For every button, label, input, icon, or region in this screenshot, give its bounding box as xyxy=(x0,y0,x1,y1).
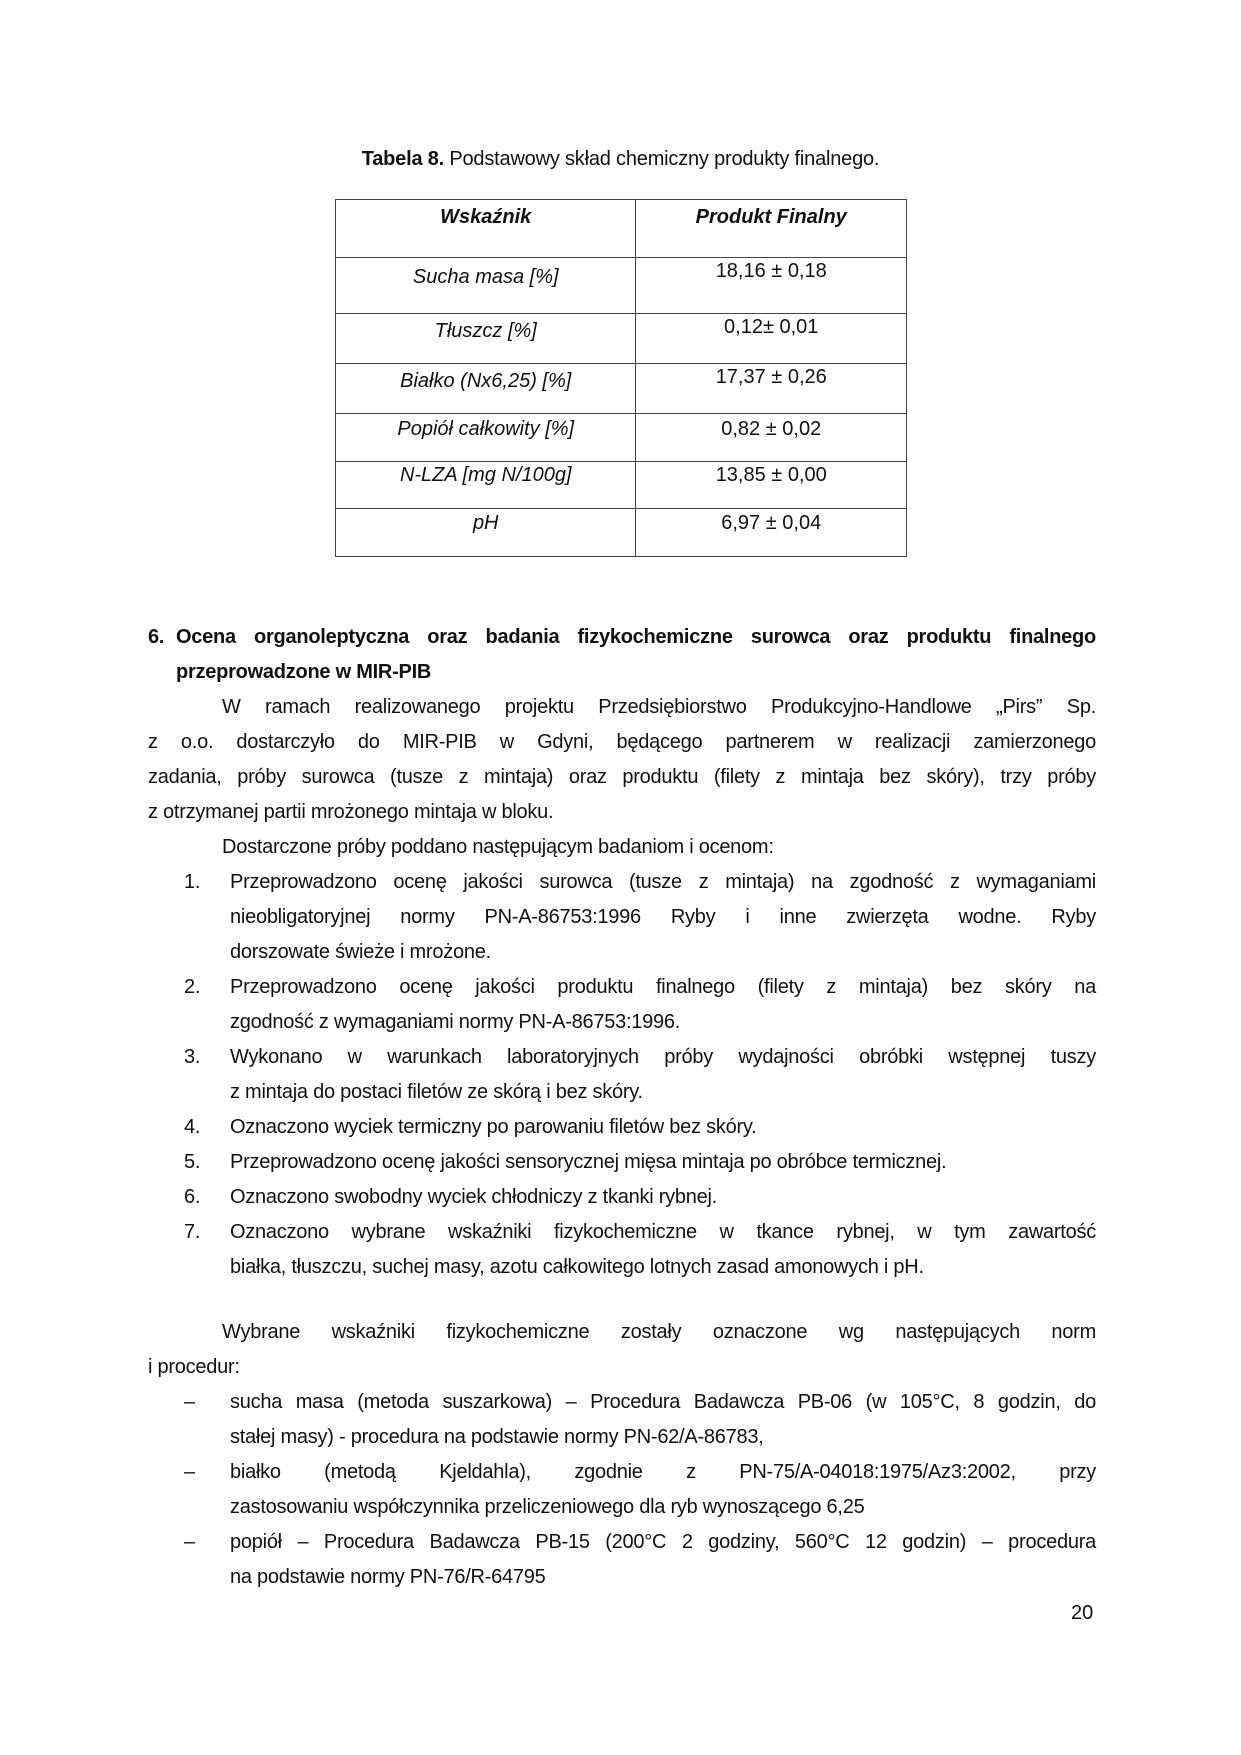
list-number: 5. xyxy=(184,1151,201,1173)
list-line: sucha masa (metoda suszarkowa) – Procedura Badawcza PB-06 (w 105°C, 8 godzin, do xyxy=(230,1391,1096,1413)
section-heading xyxy=(148,620,1096,690)
list-number: 3. xyxy=(184,1046,201,1068)
composition-table xyxy=(335,199,907,557)
list-line: Wykonano w warunkach laboratoryjnych próby wydajności obróbki wstępnej tuszy xyxy=(230,1046,1096,1068)
list-item xyxy=(148,1455,1096,1525)
list-line: zgodność z wymaganiami normy PN-A-86753:1996. xyxy=(230,1011,681,1033)
cell-indicator: Sucha masa [%] xyxy=(336,258,636,314)
header-indicator: Wskaźnik xyxy=(336,200,636,258)
section-body xyxy=(148,620,1096,1595)
cell-value: 17,37 ± 0,26 xyxy=(636,364,907,414)
list-line: białka, tłuszczu, suchej masy, azotu całkowitego lotnych zasad amonowych i pH. xyxy=(230,1256,924,1278)
cell-indicator: Tłuszcz [%] xyxy=(336,314,636,364)
table-caption-label: Tabela 8. xyxy=(361,148,445,170)
list-line: z mintaja do postaci filetów ze skórą i bez skóry. xyxy=(230,1081,643,1103)
section-number: 6. xyxy=(148,626,165,648)
dash-bullet-icon: – xyxy=(184,1461,195,1483)
list-line: nieobligatoryjnej normy PN-A-86753:1996 Ryby i inne zwierzęta wodne. Ryby xyxy=(230,906,1096,928)
list-line: Oznaczono swobodny wyciek chłodniczy z tkanki rybnej. xyxy=(230,1186,717,1208)
list-line: stałej masy) - procedura na podstawie normy PN-62/A-86783, xyxy=(230,1426,764,1448)
list-item xyxy=(148,1110,1096,1145)
table-row xyxy=(336,509,907,557)
para3-line: Wybrane wskaźniki fizykochemiczne zostały oznaczone wg następujących norm xyxy=(222,1321,1096,1343)
list-line: popiół – Procedura Badawcza PB-15 (200°C 2 godziny, 560°C 12 godzin) – procedura xyxy=(230,1531,1096,1553)
list-line: Przeprowadzono ocenę jakości sensorycznej mięsa mintaja po obróbce termicznej. xyxy=(230,1151,947,1173)
list-item xyxy=(148,865,1096,970)
list-item xyxy=(148,1180,1096,1215)
list-item xyxy=(148,970,1096,1040)
cell-value: 6,97 ± 0,04 xyxy=(636,509,907,557)
list-number: 2. xyxy=(184,976,201,998)
table-row xyxy=(336,364,907,414)
list-line: białko (metodą Kjeldahla), zgodnie z PN-75/A-04018:1975/Az3:2002, przy xyxy=(230,1461,1096,1483)
para1-line: W ramach realizowanego projektu Przedsiębiorstwo Produkcyjno-Handlowe „Pirs” Sp. xyxy=(222,696,1096,718)
list-number: 1. xyxy=(184,871,201,893)
list-line: Przeprowadzono ocenę jakości surowca (tusze z mintaja) na zgodność z wymaganiami xyxy=(230,871,1096,893)
section-title-line1: Ocena organoleptyczna oraz badania fizykochemiczne surowca oraz produktu finalnego xyxy=(176,626,1096,648)
table-header-row xyxy=(336,200,907,258)
cell-value: 18,16 ± 0,18 xyxy=(636,258,907,314)
para3-line: i procedur: xyxy=(148,1356,240,1378)
list-line: Oznaczono wyciek termiczny po parowaniu filetów bez skóry. xyxy=(230,1116,757,1138)
para1-line: z o.o. dostarczyło do MIR-PIB w Gdyni, będącego partnerem w realizacji zamierzonego xyxy=(148,731,1096,753)
section-title-line2: przeprowadzone w MIR-PIB xyxy=(176,661,432,683)
para1-line: z otrzymanej partii mrożonego mintaja w bloku. xyxy=(148,801,554,823)
methods-list xyxy=(148,1385,1096,1595)
list-line: Przeprowadzono ocenę jakości produktu finalnego (filety z mintaja) bez skóry na xyxy=(230,976,1096,998)
table-caption xyxy=(0,148,1241,171)
cell-indicator: Popiół całkowity [%] xyxy=(336,414,636,462)
cell-indicator: N-LZA [mg N/100g] xyxy=(336,462,636,509)
numbered-list xyxy=(148,865,1096,1285)
dash-bullet-icon: – xyxy=(184,1391,195,1413)
table-row xyxy=(336,314,907,364)
list-item xyxy=(148,1525,1096,1595)
cell-value: 0,12± 0,01 xyxy=(636,314,907,364)
cell-indicator: Białko (Nx6,25) [%] xyxy=(336,364,636,414)
cell-value: 13,85 ± 0,00 xyxy=(636,462,907,509)
para2: Dostarczone próby poddano następującym badaniom i ocenom: xyxy=(222,836,774,858)
list-item xyxy=(148,1040,1096,1110)
table-row xyxy=(336,414,907,462)
table-row xyxy=(336,258,907,314)
list-item xyxy=(148,1385,1096,1455)
cell-indicator: pH xyxy=(336,509,636,557)
list-line: Oznaczono wybrane wskaźniki fizykochemiczne w tkance rybnej, w tym zawartość xyxy=(230,1221,1096,1243)
cell-value: 0,82 ± 0,02 xyxy=(636,414,907,462)
header-final-product: Produkt Finalny xyxy=(636,200,907,258)
list-line: na podstawie normy PN-76/R-64795 xyxy=(230,1566,546,1588)
table-caption-text: Podstawowy skład chemiczny produkty finalnego. xyxy=(444,148,880,170)
list-line: zastosowaniu współczynnika przeliczeniowego dla ryb wynoszącego 6,25 xyxy=(230,1496,865,1518)
list-item xyxy=(148,1215,1096,1285)
table-row xyxy=(336,462,907,509)
list-line: dorszowate świeże i mrożone. xyxy=(230,941,491,963)
list-item xyxy=(148,1145,1096,1180)
list-number: 4. xyxy=(184,1116,201,1138)
list-number: 7. xyxy=(184,1221,201,1243)
dash-bullet-icon: – xyxy=(184,1531,195,1553)
list-number: 6. xyxy=(184,1186,201,1208)
para1-line: zadania, próby surowca (tusze z mintaja) oraz produktu (filety z mintaja bez skóry), trzy próby xyxy=(148,766,1096,788)
page-number: 20 xyxy=(1071,1602,1094,1624)
